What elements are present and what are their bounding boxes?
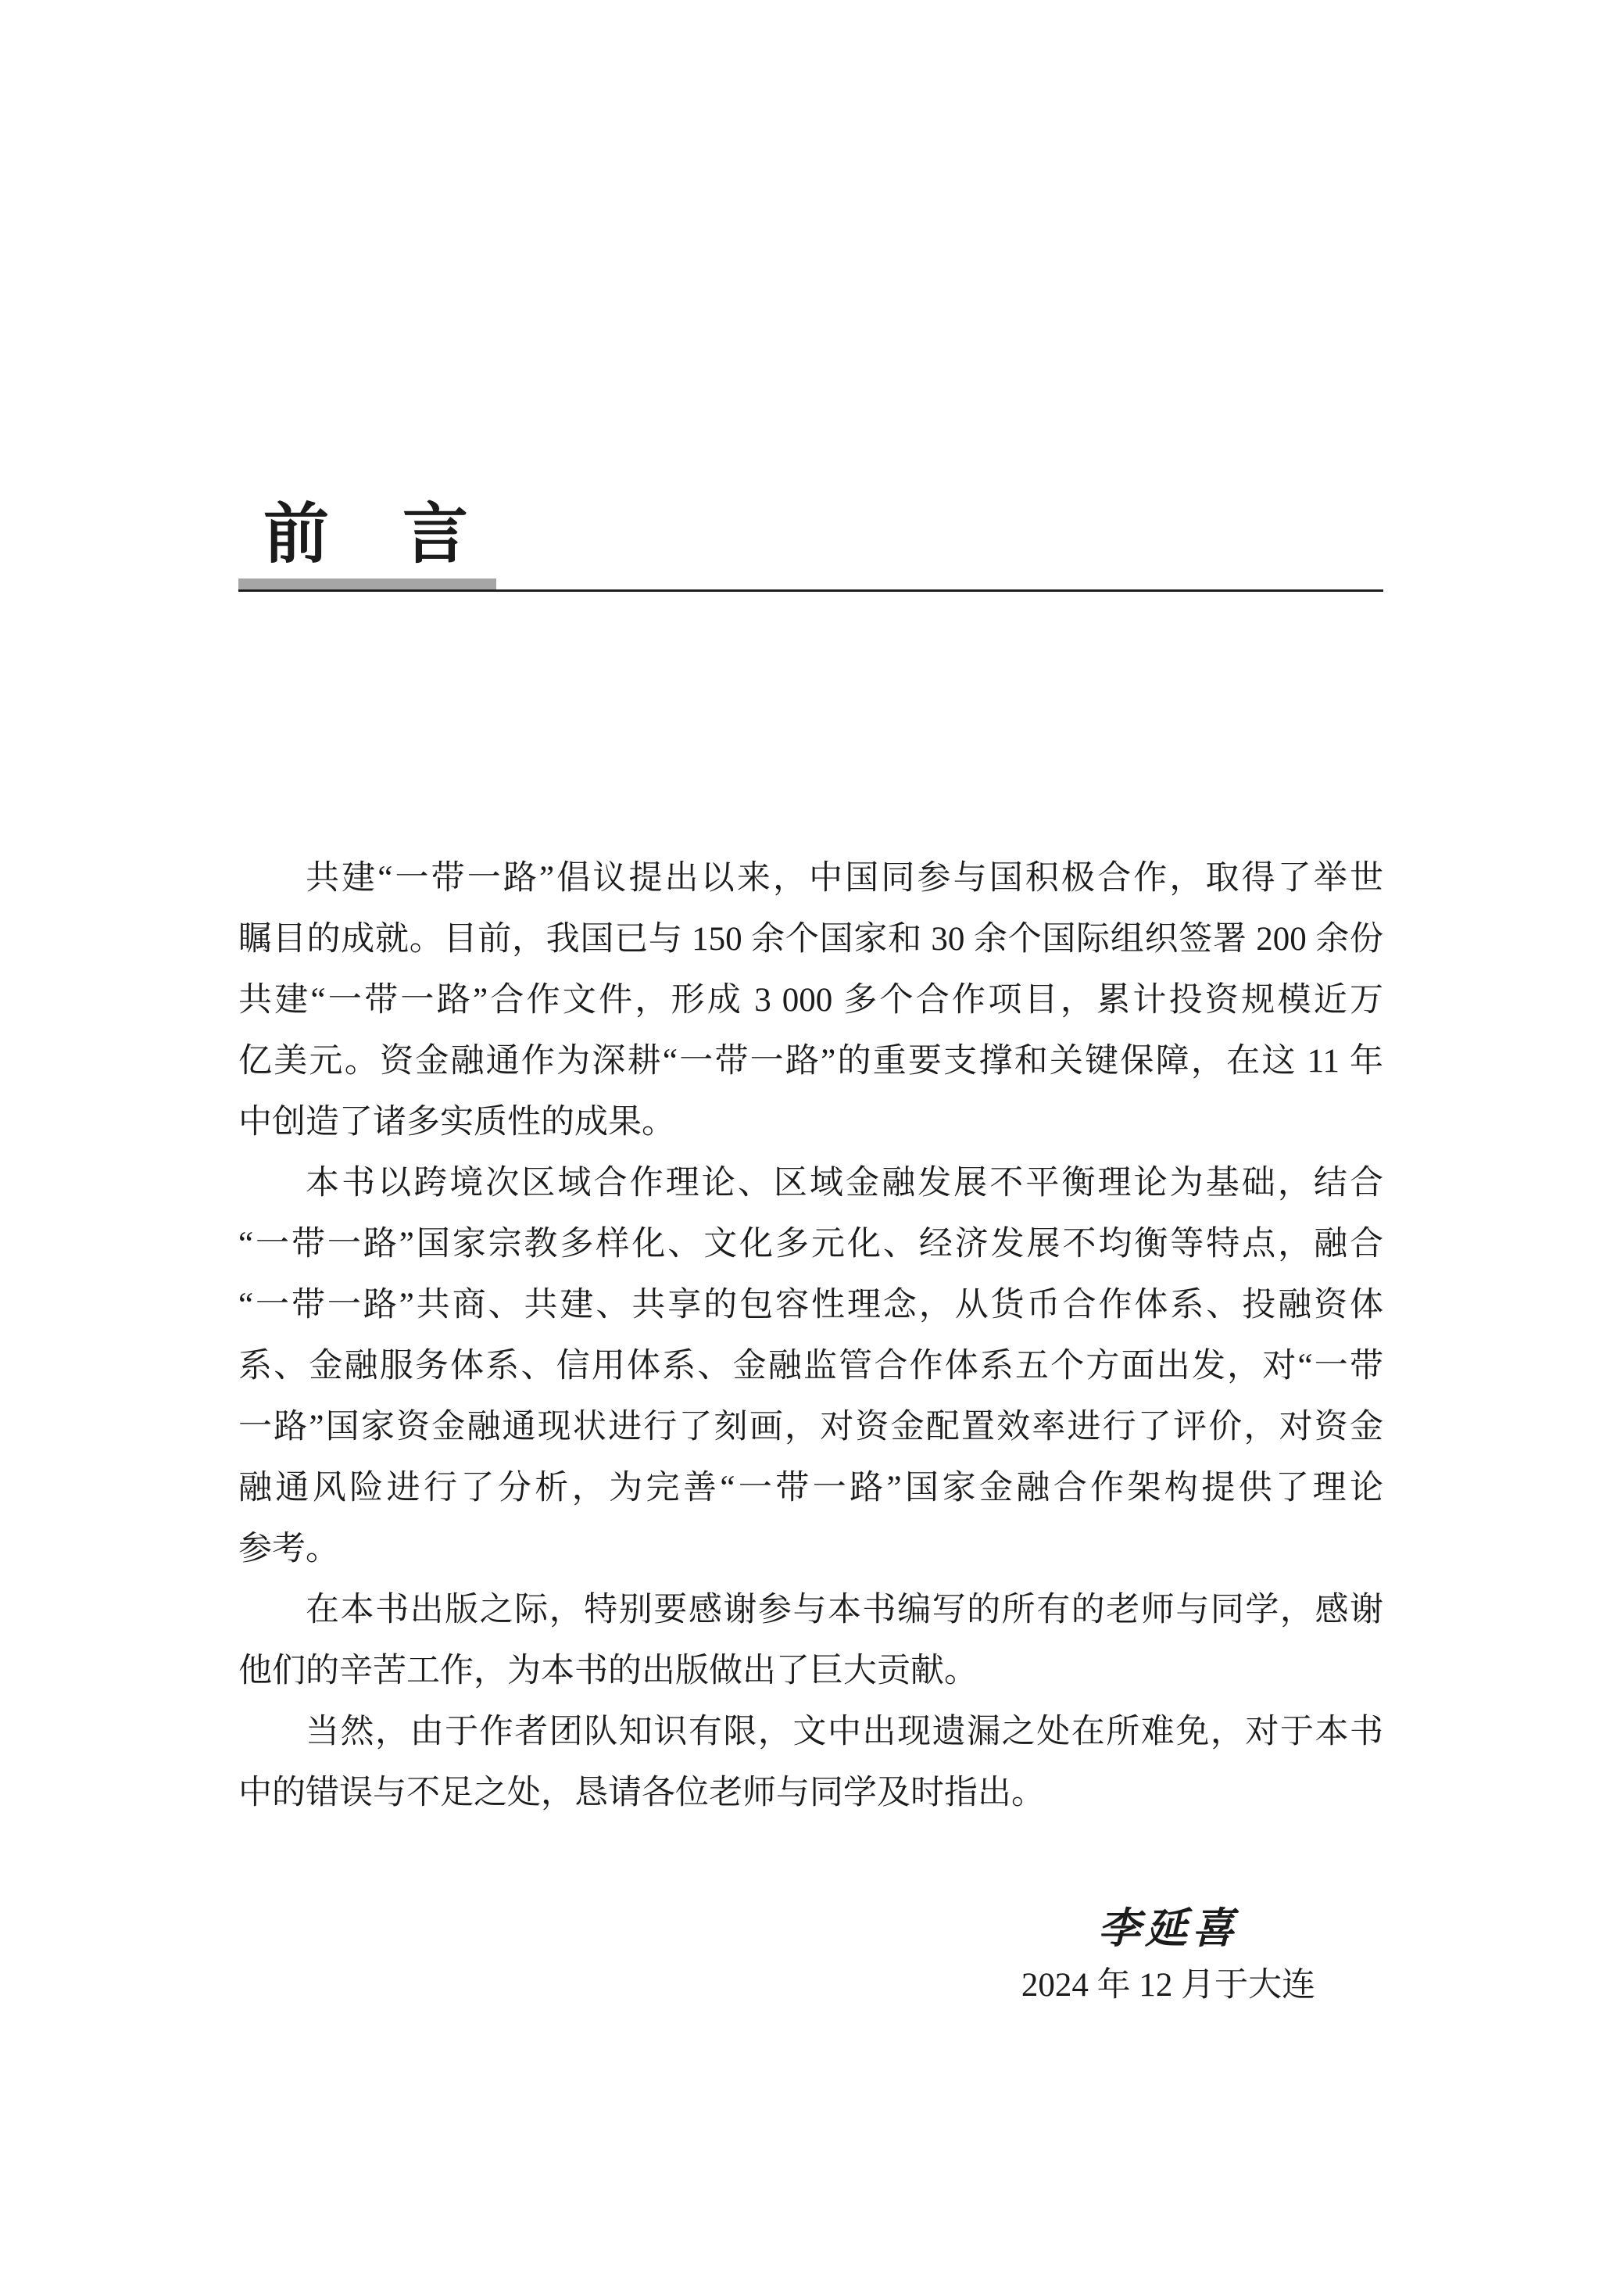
author-signature: 李延喜 — [1098, 1903, 1239, 1953]
text-line: 参考。 — [238, 1531, 339, 1567]
paragraph — [238, 1702, 1383, 1824]
text-line: “一带一路”共商、共建、共享的包容性理念，从货币合作体系、投融资体 — [238, 1287, 1383, 1324]
paragraph — [238, 1153, 1383, 1580]
text-line: 亿美元。资金融通作为深耕“一带一路”的重要支撑和关键保障，在这 11 年 — [238, 1043, 1383, 1080]
paragraph — [238, 1580, 1383, 1702]
text-line: “一带一路”国家宗教多样化、文化多元化、经济发展不均衡等特点，融合 — [238, 1226, 1383, 1263]
text-line: 瞩目的成就。目前，我国已与 150 余个国家和 30 余个国际组织签署 200 余份 — [238, 921, 1383, 958]
text-line: 系、金融服务体系、信用体系、金融监管合作体系五个方面出发，对“一带 — [238, 1348, 1383, 1384]
page-title-char: 前 — [263, 496, 330, 572]
text-line: 中创造了诸多实质性的成果。 — [238, 1104, 675, 1141]
title-accent-bar — [238, 578, 496, 590]
text-line: 共建“一带一路”合作文件，形成 3 000 多个合作项目，累计投资规模近万 — [238, 982, 1383, 1019]
text-line: 共建“一带一路”倡议提出以来，中国同参与国积极合作，取得了举世 — [306, 860, 1383, 897]
text-line: 当然，由于作者团队知识有限，文中出现遗漏之处在所难免，对于本书 — [306, 1714, 1383, 1750]
text-line: 在本书出版之际，特别要感谢参与本书编写的所有的老师与同学，感谢 — [306, 1592, 1383, 1628]
page-title-char: 言 — [402, 496, 469, 572]
text-line: 本书以跨境次区域合作理论、区域金融发展不平衡理论为基础，结合 — [306, 1165, 1383, 1202]
paragraph — [238, 848, 1383, 1153]
signing-date: 2024 年 12 月于大连 — [1021, 1967, 1316, 2004]
title-underline-rule — [238, 589, 1383, 592]
text-line: 他们的辛苦工作，为本书的出版做出了巨大贡献。 — [238, 1653, 978, 1689]
preface-body — [238, 848, 1383, 1824]
text-line: 融通风险进行了分析，为完善“一带一路”国家金融合作架构提供了理论 — [238, 1470, 1383, 1506]
text-line: 中的错误与不足之处，恳请各位老师与同学及时指出。 — [238, 1775, 1045, 1811]
text-line: 一路”国家资金融通现状进行了刻画，对资金配置效率进行了评价，对资金 — [238, 1409, 1383, 1445]
